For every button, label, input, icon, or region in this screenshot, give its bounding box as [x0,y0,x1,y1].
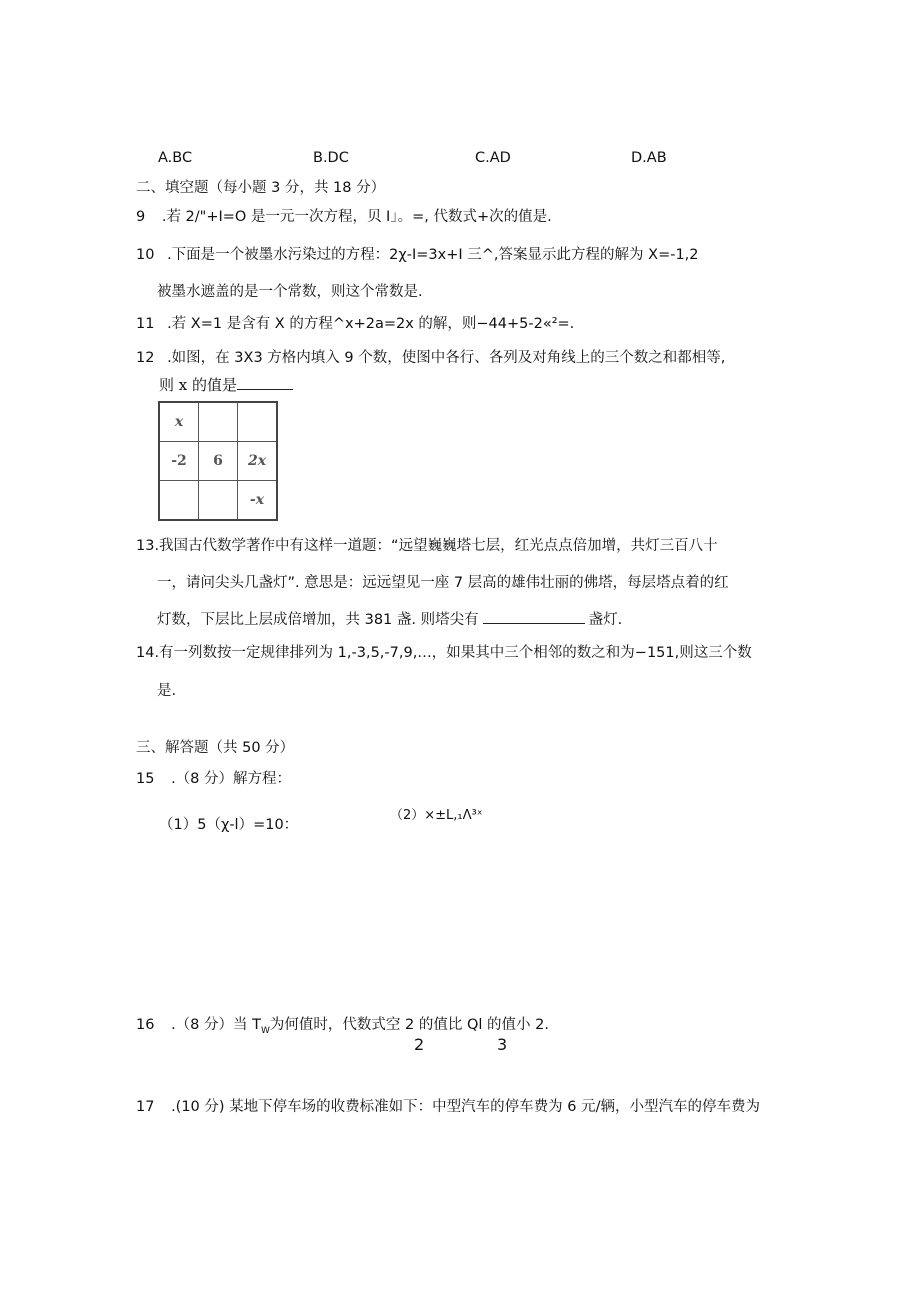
grid-cell: 6 [199,442,238,481]
question-text: 灯数，下层比上层成倍增加，共 381 盏. 则塔尖有 [157,612,479,628]
question-13 [136,536,718,556]
question-15-part2: （2）×±L,₁Λ³ˣ [390,808,483,823]
question-text: .若 X=1 是含有 X 的方程^x+2a=2x 的解，则−44+5-2«²=. [167,316,575,332]
grid-cell: -2 [159,442,199,481]
grid-cell [238,402,278,442]
question-15 [136,769,291,789]
section-2-title: 二、填空题（每小题 3 分，共 18 分） [136,180,386,196]
question-number: 12 [136,350,155,366]
grid-cell: 2x [238,442,278,481]
question-number: 13 [136,538,155,554]
question-number: 15 [136,771,155,787]
question-text: .如图，在 3X3 方格内填入 9 个数，使图中各行、各列及对角线上的三个数之和都相等, [167,350,726,366]
option-d: D.AB [631,150,667,166]
question-10-line2: 被墨水遮盖的是一个常数，则这个常数是. [157,284,423,300]
answer-prompt: 则 x 的值是 [159,376,237,394]
grid-cell: -x [238,481,278,521]
question-17 [136,1097,760,1117]
question-text: .有一列数按一定规律排列为 1,-3,5,-7,9,…，如果其中三个相邻的数之和为−151,则这三个数 [154,645,752,661]
question-16 [136,1015,549,1041]
fraction-denominator-1: 2 [414,1035,425,1054]
magic-square-grid [158,401,278,521]
grid-cell: x [159,402,199,442]
grid-cell [199,402,238,442]
question-number: 10 [136,247,155,263]
subscript: W [260,1025,270,1036]
question-text: .（8 分）当 T [171,1017,261,1033]
question-text: 为何值时，代数式空 2 的值比 Ql 的值小 2. [269,1017,549,1033]
question-number: 16 [136,1017,155,1033]
question-12-line2 [159,375,293,395]
grid-cell [199,481,238,521]
question-text: .(10 分) 某地下停车场的收费标准如下：中型汽车的停车费为 6 元/辆，小型汽车的停车费为 [171,1099,760,1115]
question-12 [136,348,725,368]
question-text: .若 2/"+I=O 是一元一次方程，贝 I」。=, 代数式+次的值是. [161,209,552,225]
question-9 [136,207,552,227]
option-c: C.AD [475,150,511,166]
question-13-line3 [157,609,622,630]
fraction-denominator-2: 3 [497,1035,508,1054]
question-number: 17 [136,1099,155,1115]
question-number: 14 [136,645,155,661]
option-a: A.BC [158,150,193,166]
question-14 [136,643,752,663]
question-13-line2: 一，请问尖头几盏灯”. 意思是：远远望见一座 7 层高的雄伟壮丽的佛塔，每层塔点着的红 [157,575,729,591]
question-text: .下面是一个被墨水污染过的方程：2χ-I=3x+I 三^,答案显示此方程的解为 X=-1,2 [167,247,699,263]
question-11 [136,314,574,334]
question-text: .我国古代数学著作中有这样一道题：“远望巍巍塔七层，红光点点倍加增，共灯三百八十 [154,538,718,554]
question-10 [136,245,699,265]
answer-blank [237,375,293,390]
option-b: B.DC [313,150,349,166]
question-number: 9 [136,209,146,225]
question-text: 盏灯. [588,612,623,628]
grid-cell [159,481,199,521]
question-text: .（8 分）解方程： [171,771,292,787]
question-15-part1: （1）5（χ-l）=10： [159,817,299,833]
answer-blank [483,609,585,624]
section-3-title: 三、解答题（共 50 分） [136,740,295,756]
question-14-line2: 是. [157,683,177,699]
question-number: 11 [136,316,155,332]
